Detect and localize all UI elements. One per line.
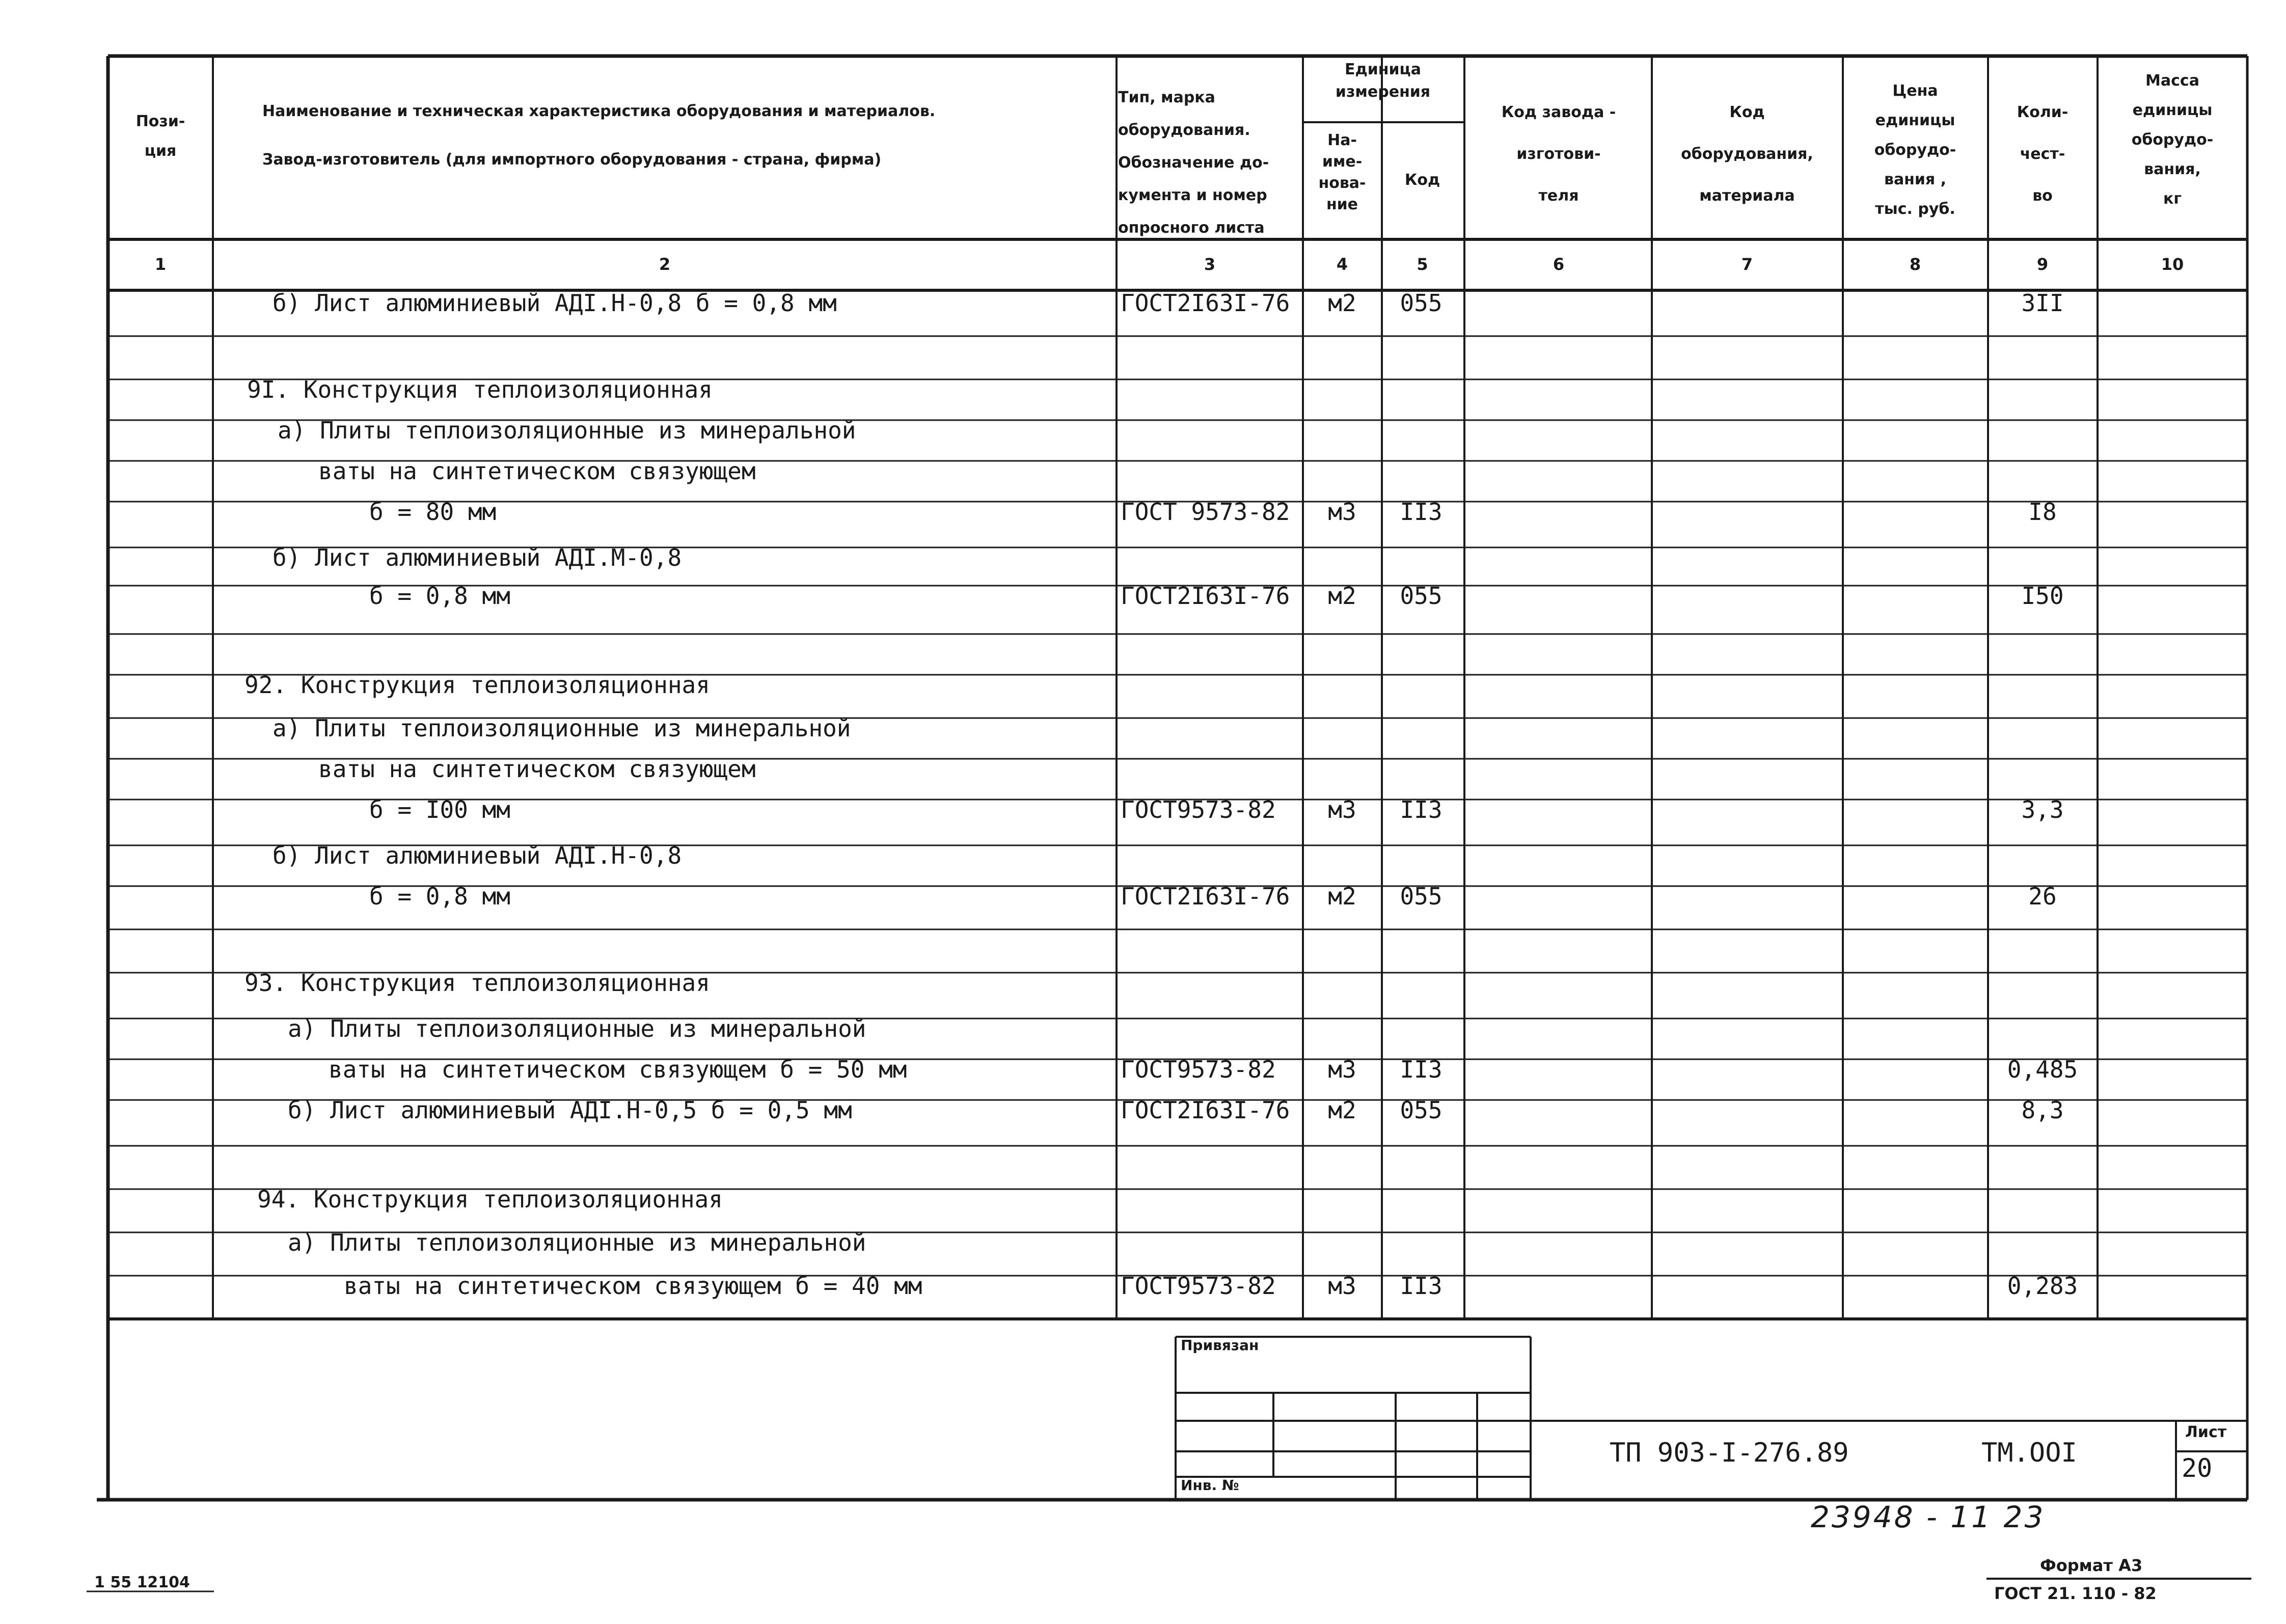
row-qty: 26	[2028, 883, 2057, 910]
header-unit-group: Единица измерения	[1335, 61, 1431, 101]
header-equipment-code: Код оборудования, материала	[1681, 103, 1813, 205]
column-number: 6	[1553, 255, 1565, 274]
row-doc: ГОСТ9573-82	[1121, 1056, 1276, 1083]
row-code: 055	[1400, 1096, 1443, 1124]
column-number: 4	[1336, 255, 1348, 274]
column-number: 3	[1204, 255, 1216, 274]
stamp-designation: ТП 903-I-276.89	[1610, 1438, 1849, 1468]
row-doc: ГОСТ2I63I-76	[1121, 883, 1290, 910]
row-name: а) Плиты теплоизоляционные из минеральной	[273, 714, 851, 742]
row-unit: м2	[1328, 582, 1356, 610]
row-qty: 3II	[2021, 289, 2064, 317]
row-code: II3	[1400, 796, 1443, 823]
header-quantity: Коли- чест- во	[2017, 103, 2069, 205]
column-number: 5	[1417, 255, 1428, 274]
row-doc: ГОСТ2I63I-76	[1121, 1096, 1290, 1124]
row-name: б) Лист алюминиевый АДI.М-0,8	[273, 544, 682, 571]
row-qty: I50	[2021, 582, 2064, 610]
header-position: Пози- ция	[135, 113, 185, 160]
row-qty: 3,3	[2021, 796, 2064, 823]
header-price: Цена единицы оборудо- вания , тыс. руб.	[1874, 82, 1956, 218]
row-unit: м2	[1328, 289, 1356, 317]
row-code: 055	[1400, 582, 1443, 610]
row-code: 055	[1400, 289, 1443, 317]
row-doc: ГОСТ 9573-82	[1121, 498, 1290, 526]
row-name: а) Плиты теплоизоляционные из минеральной	[278, 417, 856, 444]
column-number: 10	[2161, 255, 2184, 274]
row-name: б = I00 мм	[369, 796, 510, 823]
row-name: ваты на синтетическом связующем б = 50 мм	[329, 1056, 907, 1083]
row-doc: ГОСТ2I63I-76	[1121, 289, 1290, 317]
handwritten-note: 23948 - 11 23	[1811, 1500, 2046, 1534]
header-mass: Масса единицы оборудо- вания, кг	[2131, 72, 2214, 208]
column-number: 2	[659, 255, 671, 274]
header-unit-name: На- име- нова- ние	[1318, 131, 1366, 213]
row-name: б) Лист алюминиевый АДI.Н-0,8 б = 0,8 мм	[273, 289, 837, 317]
stamp-privyazan: Привязан	[1181, 1337, 1259, 1354]
row-unit: м3	[1328, 1056, 1356, 1083]
row-code: II3	[1400, 498, 1443, 526]
row-name: а) Плиты теплоизоляционные из минеральной	[288, 1229, 866, 1256]
header-name-line1: Наименование и техническая характеристика оборудования и материалов.	[262, 102, 936, 120]
row-name: 94. Конструкция теплоизоляционная	[257, 1186, 723, 1213]
row-doc: ГОСТ9573-82	[1121, 1272, 1276, 1300]
stamp-doc-code: ТМ.ООI	[1981, 1438, 2077, 1468]
footer-left-code: 1 55 12104	[94, 1574, 190, 1591]
row-qty: 8,3	[2021, 1096, 2064, 1124]
header-type: Тип, марка оборудования. Обозначение до- кумента и номер опросного листа	[1118, 89, 1269, 237]
row-name: б = 80 мм	[369, 498, 497, 526]
row-doc: ГОСТ2I63I-76	[1121, 582, 1290, 610]
row-name: ваты на синтетическом связующем	[318, 457, 756, 485]
header-unit-code: Код	[1404, 171, 1440, 189]
footer-gost: ГОСТ 21. 110 - 82	[1994, 1584, 2157, 1603]
stamp-inv-no: Инв. №	[1181, 1477, 1239, 1494]
row-name: ваты на синтетическом связующем	[318, 755, 756, 783]
row-name: б = 0,8 мм	[369, 883, 510, 910]
row-name: б) Лист алюминиевый АДI.Н-0,5 б = 0,5 мм	[288, 1096, 852, 1124]
header-factory-code: Код завода - изготови- теля	[1501, 103, 1616, 205]
row-qty: 0,283	[2007, 1272, 2078, 1300]
row-name: б) Лист алюминиевый АДI.Н-0,8	[273, 842, 682, 869]
column-number: 9	[2036, 255, 2049, 274]
header-name-line2: Завод-изготовитель (для импортного оборудования - страна, фирма)	[262, 151, 882, 169]
row-name: ваты на синтетическом связующем б = 40 мм	[344, 1272, 922, 1300]
row-name: 93. Конструкция теплоизоляционная	[244, 969, 710, 997]
row-doc: ГОСТ9573-82	[1121, 796, 1276, 823]
row-code: II3	[1400, 1056, 1443, 1083]
footer-format: Формат А3	[2040, 1556, 2143, 1575]
column-number: 8	[1909, 255, 1921, 274]
row-name: 9I. Конструкция теплоизоляционная	[247, 376, 713, 403]
stamp-sheet-number: 20	[2182, 1453, 2213, 1483]
column-number: 7	[1741, 255, 1753, 274]
row-unit: м3	[1328, 498, 1356, 526]
row-unit: м3	[1328, 796, 1356, 823]
row-unit: м2	[1328, 1096, 1356, 1124]
row-name: а) Плиты теплоизоляционные из минеральной	[288, 1015, 866, 1042]
row-code: 055	[1400, 883, 1443, 910]
row-qty: I8	[2028, 498, 2057, 526]
row-name: 92. Конструкция теплоизоляционная	[244, 671, 710, 699]
row-unit: м2	[1328, 883, 1356, 910]
stamp-sheet-label: Лист	[2185, 1423, 2227, 1441]
column-number: 1	[154, 255, 167, 274]
row-unit: м3	[1328, 1272, 1356, 1300]
row-name: б = 0,8 мм	[369, 582, 510, 610]
row-code: II3	[1400, 1272, 1443, 1300]
row-qty: 0,485	[2007, 1056, 2078, 1083]
